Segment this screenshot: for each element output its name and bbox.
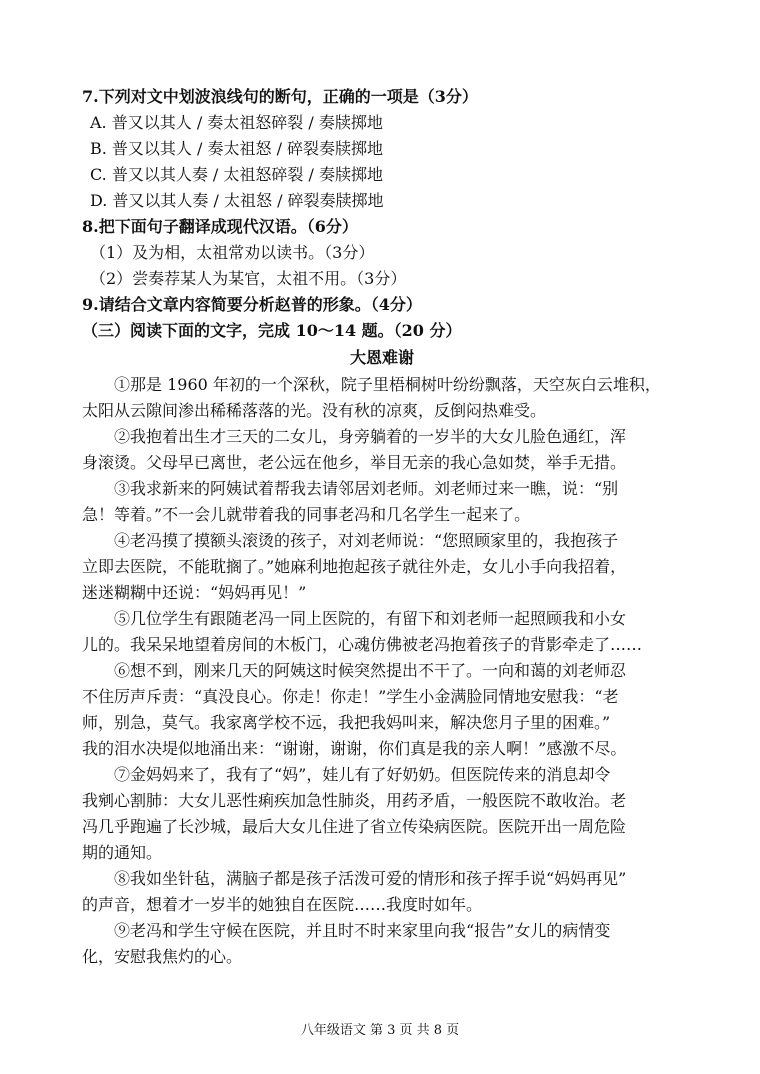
paragraph-line: 期的通知。: [82, 843, 163, 862]
question-7-option-c: C. 普又以其人奏 / 太祖怒碎裂 / 奏牍掷地: [90, 165, 383, 184]
paragraph-line: 我的泪水决堤似地涌出来：“谢谢，谢谢，你们真是我的亲人啊！”感激不尽。: [82, 739, 627, 758]
paragraph-line: 冯几乎跑遍了长沙城，最后大女儿住进了省立传染病医院。医院开出一周危险: [82, 817, 627, 836]
paragraph-line: ③我求新来的阿姨试着帮我去请邻居刘老师。刘老师过来一瞧，说：“别: [114, 479, 619, 498]
paragraph-line: ①那是 1960 年初的一个深秋，院子里梧桐树叶纷纷飘落，天空灰白云堆积，: [114, 375, 661, 394]
paragraph-line: 身滚烫。父母早已离世，老公远在他乡，举目无亲的我心急如焚，举手无措。: [82, 453, 627, 472]
article-body: [82, 372, 682, 970]
paragraph-line: ⑨老冯和学生守候在医院，并且时不时来家里向我“报告”女儿的病情变: [114, 921, 611, 940]
paragraph-line: ⑤几位学生有跟随老冯一同上医院的，有留下和刘老师一起照顾我和小女: [114, 609, 627, 628]
paragraph-line: 不住厉声斥责：“真没良心。你走！你走！”学生小金满脸同情地安慰我：“老: [82, 687, 619, 706]
page-content: [82, 84, 682, 970]
paragraph-line: 的声音，想着才一岁半的她独自在医院……我度时如年。: [82, 895, 483, 914]
article-paragraph: [82, 606, 682, 658]
paragraph-line: 化，安慰我焦灼的心。: [82, 947, 243, 966]
article-title: 大恩难谢: [349, 348, 414, 367]
paragraph-line: ④老冯摸了摸额头滚烫的孩子，对刘老师说：“您照顾家里的，我抱孩子: [114, 531, 619, 550]
article-paragraph: [82, 866, 682, 918]
paragraph-line: ⑧我如坐针毡，满脑子都是孩子活泼可爱的情形和孩子挥手说“妈妈再见”: [114, 869, 627, 888]
paragraph-line: 我剜心割肺：大女儿恶性痢疾加急性肺炎，用药矛盾，一般医院不敢收治。老: [82, 791, 627, 810]
paragraph-line: 急！等着。”不一会儿就带着我的同事老冯和几名学生一起来了。: [82, 505, 531, 524]
paragraph-line: ⑦金妈妈来了，我有了“妈”，娃儿有了好奶奶。但医院传来的消息却令: [114, 765, 611, 784]
page-footer: 八年级语文 第 3 页 共 8 页: [300, 1023, 460, 1038]
paragraph-line: 太阳从云隙间渗出稀稀落落的光。没有秋的凉爽，反倒闷热难受。: [82, 401, 547, 420]
paragraph-line: 立即去医院，不能耽搁了。”她麻利地抱起孩子就往外走，女儿小手向我招着，: [82, 557, 627, 576]
paragraph-line: ⑥想不到，刚来几天的阿姨这时候突然提出不干了。一向和蔼的刘老师忍: [114, 661, 627, 680]
question-9-stem: 9.请结合文章内容简要分析赵普的形象。（4分）: [82, 295, 422, 314]
paragraph-line: 儿的。我呆呆地望着房间的木板门，心魂仿佛被老冯抱着孩子的背影牵走了……: [82, 635, 643, 654]
article-paragraph: [82, 762, 682, 866]
question-7-option-b: B. 普又以其人 / 奏太祖怒 / 碎裂奏牍掷地: [90, 139, 384, 158]
question-7-option-d: D. 普又以其人奏 / 太祖怒 / 碎裂奏牍掷地: [90, 191, 384, 210]
paragraph-line: ②我抱着出生才三天的二女儿，身旁躺着的一岁半的大女儿脸色通红，浑: [114, 427, 627, 446]
question-7-stem: 7.下列对文中划波浪线句的断句，正确的一项是（3分）: [82, 87, 478, 106]
paragraph-line: 迷迷糊糊中还说：“妈妈再见！”: [82, 583, 307, 602]
paragraph-line: 师，别急，莫气。我家离学校不远，我把我妈叫来，解决您月子里的困难。”: [82, 713, 611, 732]
question-7-option-a: A. 普又以其人 / 奏太祖怒碎裂 / 奏牍掷地: [90, 113, 383, 132]
article-paragraph: [82, 476, 682, 528]
question-8-stem: 8.把下面句子翻译成现代汉语。（6分）: [82, 217, 358, 236]
article-paragraph: [82, 658, 682, 762]
article-paragraph: [82, 528, 682, 606]
article-paragraph: [82, 372, 682, 424]
section-3-heading: （三）阅读下面的文字，完成 10～14 题。（20 分）: [82, 321, 462, 340]
question-8-item-1: （1）及为相，太祖常劝以读书。（3分）: [90, 243, 375, 262]
article-paragraph: [82, 918, 682, 970]
question-8-item-2: （2）尝奏荐某人为某官，太祖不用。（3分）: [90, 269, 407, 288]
article-paragraph: [82, 424, 682, 476]
